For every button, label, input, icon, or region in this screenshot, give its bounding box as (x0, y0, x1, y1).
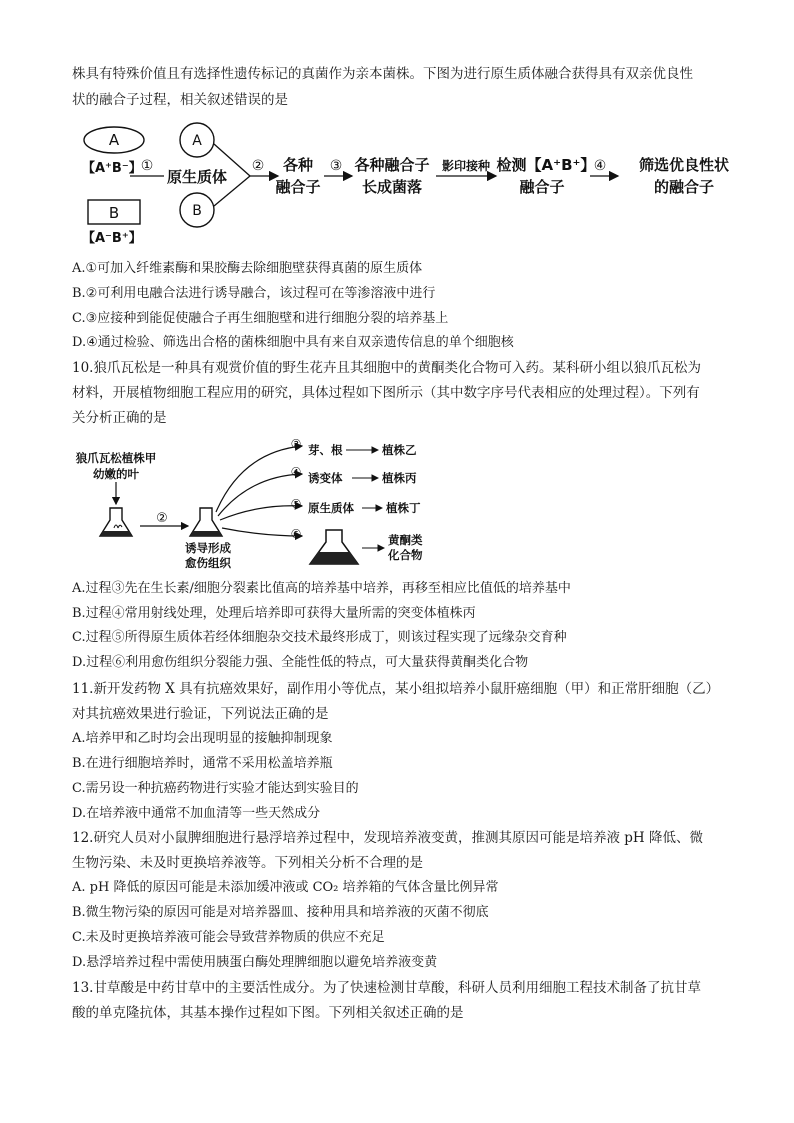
strain-b-genotype: 【A⁻B⁺】 (82, 231, 142, 246)
screen-line2: 的融合子 (653, 178, 715, 196)
step-4-label: ④ (593, 158, 607, 174)
protoplast-a-letter: A (192, 133, 202, 149)
fusants-line1: 各种 (282, 156, 314, 174)
step-1-label: ① (140, 158, 154, 174)
plant-d-label: 植株丁 (386, 501, 421, 515)
strain-a-letter: A (108, 131, 120, 149)
screen-line1: 筛选优良性状 (638, 156, 730, 174)
colonies-line2: 长成菌落 (361, 178, 423, 196)
step-6-label-q10: ⑥ (290, 527, 302, 541)
q9-option-a[interactable]: A.①可加入纤维素酶和果胶酶去除细胞壁获得真菌的原生质体 (72, 261, 423, 276)
q10-stem-line1: 10.狼爪瓦松是一种具有观赏价值的野生花卉且其细胞中的黄酮类化合物可入药。某科研小组以狼爪瓦松为 (72, 360, 701, 376)
callus-line2: 愈伤组织 (185, 556, 231, 570)
q12-option-b[interactable]: B.微生物污染的原因可能是对培养器皿、接种用具和培养液的灭菌不彻底 (72, 905, 489, 920)
q11-option-d[interactable]: D.在培养液中通常不加血清等一些天然成分 (72, 806, 321, 821)
flavonoid-line1: 黄酮类 (388, 533, 423, 547)
leaf-flask (100, 508, 132, 536)
q9-stem-line1: 株具有特殊价值且有选择性遗传标记的真菌作为亲本菌株。下图为进行原生质体融合获得具有双亲优良性 (72, 66, 693, 82)
replica-plating-label: 影印接种 (441, 159, 491, 173)
step-5-label-q10: ⑤ (290, 497, 302, 511)
step-3-label: ③ (329, 158, 343, 174)
protoplast-label-q10: 原生质体 (308, 501, 354, 515)
q10-option-a[interactable]: A.过程③先在生长素/细胞分裂素比值高的培养基中培养，再移至相应比值低的培养基中 (72, 581, 571, 596)
step-2-label-q10: ② (156, 511, 168, 526)
q9-option-b[interactable]: B.②可利用电融合法进行诱导融合，该过程可在等渗溶液中进行 (72, 286, 436, 301)
q9-fusion-diagram (70, 118, 740, 250)
mutant-label: 诱变体 (308, 471, 343, 485)
buds-roots-label: 芽、根 (308, 443, 343, 457)
colonies-line1: 各种融合子 (354, 156, 430, 174)
q13-stem-line1: 13.甘草酸是中药甘草中的主要活性成分。为了快速检测甘草酸，科研人员利用细胞工程技术制备了抗甘草 (72, 980, 701, 996)
q10-option-b[interactable]: B.过程④常用射线处理，处理后培养即可获得大量所需的突变体植株丙 (72, 606, 476, 621)
q11-stem-line2: 对其抗癌效果进行验证，下列说法正确的是 (72, 706, 329, 722)
q12-option-a[interactable]: A. pH 降低的原因可能是未添加缓冲液或 CO₂ 培养箱的气体含量比例异常 (72, 880, 499, 895)
q10-option-d[interactable]: D.过程⑥利用愈伤组织分裂能力强、全能性低的特点，可大量获得黄酮类化合物 (72, 655, 529, 670)
q11-stem-line1: 11.新开发药物 X 具有抗癌效果好，副作用小等优点，某小组拟培养小鼠肝癌细胞（甲）和正常肝细胞（乙） (72, 681, 720, 697)
q11-option-c[interactable]: C.需另设一种抗癌药物进行实验才能达到实验目的 (72, 781, 359, 796)
flavonoid-flask (310, 530, 358, 564)
protoplast-b-letter: B (192, 203, 202, 219)
step-3-label-q10: ③ (290, 437, 302, 451)
flavonoid-line2: 化合物 (388, 548, 423, 562)
q10-option-c[interactable]: C.过程⑤所得原生质体若经体细胞杂交技术最终形成丁，则该过程实现了远缘杂交育种 (72, 630, 567, 645)
q12-option-c[interactable]: C.未及时更换培养液可能会导致营养物质的供应不充足 (72, 930, 385, 945)
step-2-label: ② (251, 158, 265, 174)
young-leaf-label: 幼嫩的叶 (93, 467, 139, 481)
detect-line1: 检测【A⁺B⁺】 (496, 156, 596, 174)
q13-stem-line2: 酸的单克隆抗体，其基本操作过程如下图。下列相关叙述正确的是 (72, 1005, 464, 1021)
detect-line2: 融合子 (519, 178, 565, 196)
q12-option-d[interactable]: D.悬浮培养过程中需使用胰蛋白酶处理脾细胞以避免培养液变黄 (72, 955, 438, 970)
q9-option-c[interactable]: C.③应接种到能促使融合子再生细胞壁和进行细胞分裂的培养基上 (72, 311, 449, 326)
q9-stem-line2: 状的融合子过程，相关叙述错误的是 (72, 92, 288, 108)
q12-stem-line1: 12.研究人员对小鼠脾细胞进行悬浮培养过程中，发现培养液变黄，推测其原因可能是培养液 pH 降低、微 (72, 830, 703, 846)
q11-option-b[interactable]: B.在进行细胞培养时，通常不采用松盖培养瓶 (72, 756, 333, 771)
plant-a-label: 狼爪瓦松植株甲 (75, 451, 157, 465)
step-4-label-q10: ④ (290, 465, 302, 479)
q11-option-a[interactable]: A.培养甲和乙时均会出现明显的接触抑制现象 (72, 731, 333, 746)
strain-a-genotype: 【A⁺B⁻】 (82, 161, 142, 176)
q12-stem-line2: 生物污染、未及时更换培养液等。下列相关分析不合理的是 (72, 855, 423, 871)
callus-flask (190, 508, 222, 536)
fusants-line2: 融合子 (275, 178, 321, 196)
q10-stem-line2: 材料，开展植物细胞工程应用的研究，具体过程如下图所示（其中数字序号代表相应的处理过程）。下列有 (72, 385, 700, 401)
q10-stem-line3: 关分析正确的是 (72, 410, 167, 426)
q9-option-d[interactable]: D.④通过检验、筛选出合格的菌株细胞中具有来自双亲遗传信息的单个细胞核 (72, 335, 514, 350)
callus-line1: 诱导形成 (185, 541, 231, 555)
q10-culture-diagram (72, 432, 472, 572)
protoplast-label: 原生质体 (167, 168, 228, 186)
plant-b-label: 植株乙 (382, 443, 417, 457)
strain-b-letter: B (108, 204, 120, 222)
plant-c-label: 植株丙 (382, 471, 417, 485)
